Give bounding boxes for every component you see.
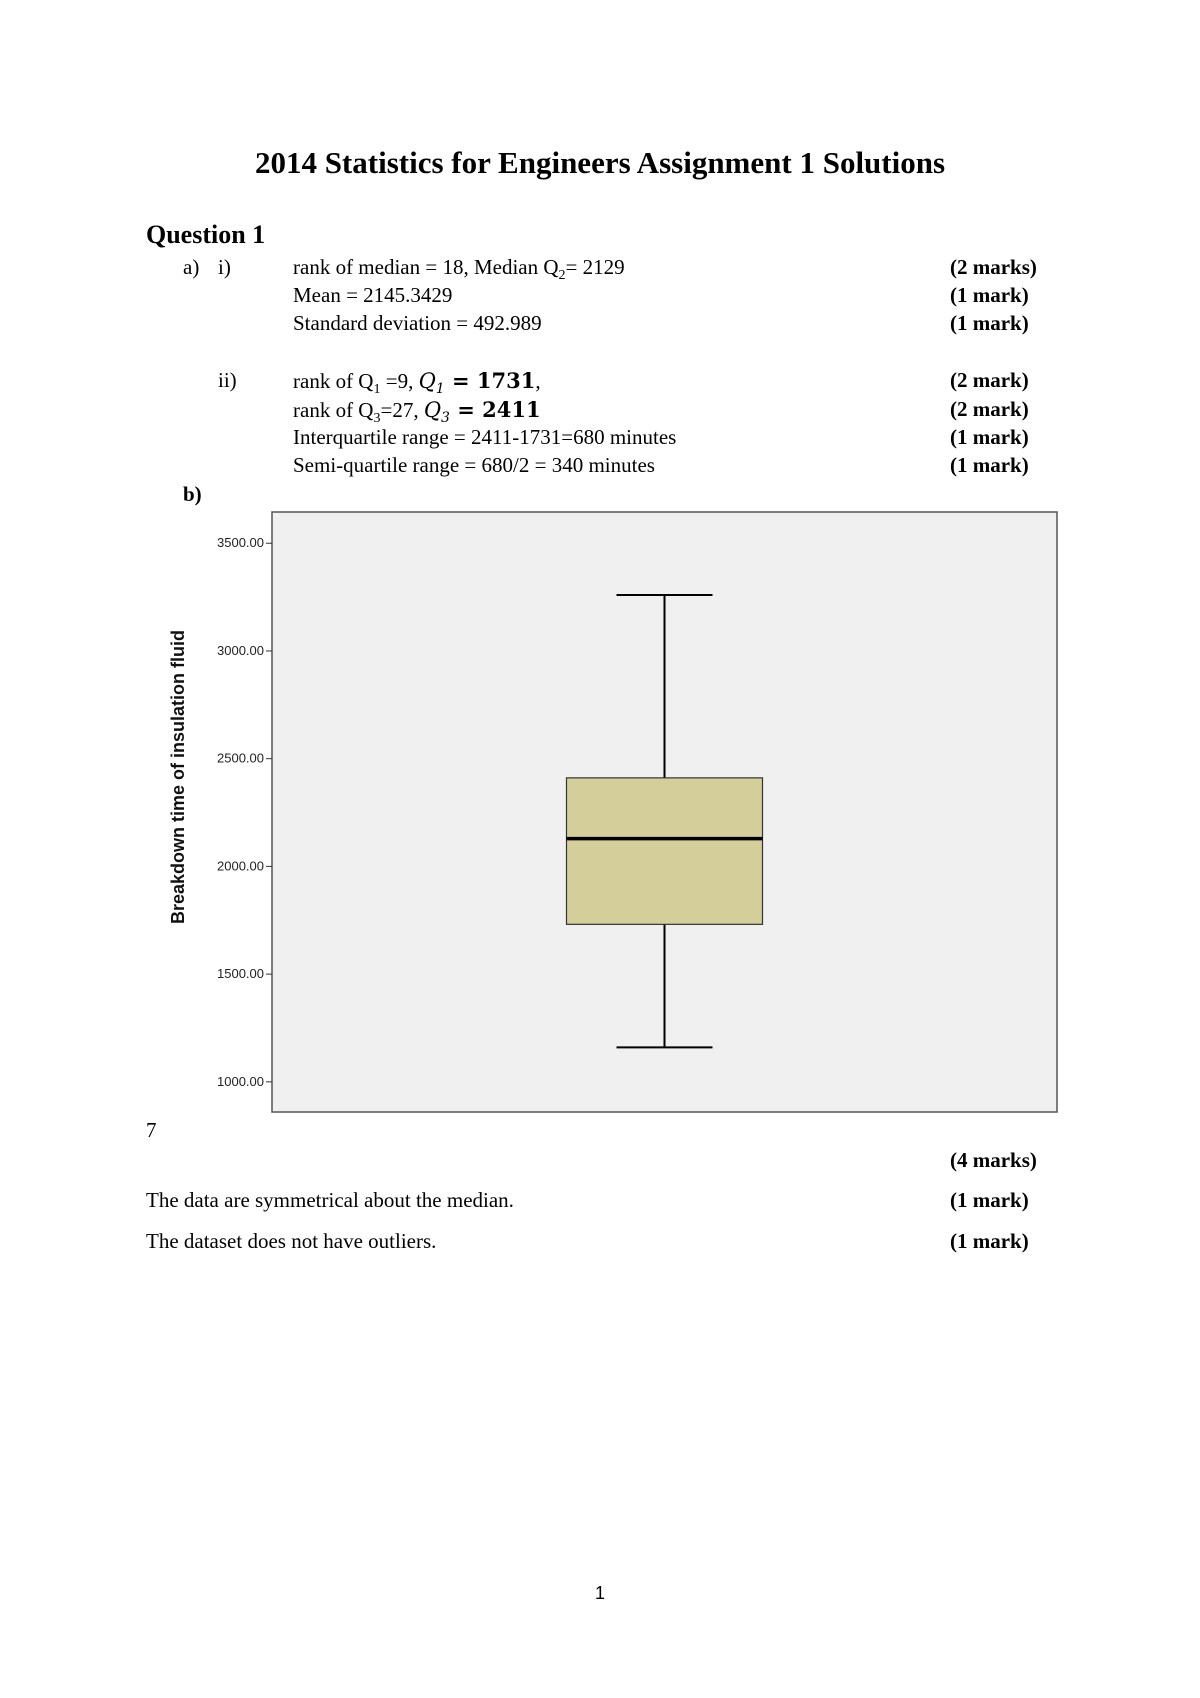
y-tick-label: 1500.00 (217, 966, 264, 982)
document-title: 2014 Statistics for Engineers Assignment 1 Solutions (254, 145, 946, 180)
boxplot-chart (150, 505, 1060, 1115)
part-b-label: b) (183, 482, 202, 506)
y-tick-label: 3500.00 (217, 535, 264, 551)
q3-mark: (2 mark) (950, 397, 1029, 421)
part-a-label: a) (183, 255, 200, 279)
symmetry-statement: The data are symmetrical about the median. (146, 1188, 514, 1212)
std-dev-line: Standard deviation = 492.989 (293, 311, 542, 335)
question-heading: Question 1 (146, 220, 266, 249)
y-tick-label: 3000.00 (217, 642, 264, 658)
y-tick-label: 2500.00 (217, 750, 264, 766)
std-dev-mark: (1 mark) (950, 311, 1029, 335)
boxplot-svg (150, 505, 1060, 1115)
iqr-mark: (1 mark) (950, 425, 1029, 449)
median-line: rank of median = 18, Median $Q_2= 2129$ (293, 255, 625, 284)
q1-line: rank of $Q_1 =9$, $Q_1 = 1731$, (293, 368, 541, 398)
page-number: 1 (594, 1583, 605, 1603)
symmetry-mark: (1 mark) (950, 1188, 1029, 1212)
median-mark: (2 marks) (950, 255, 1037, 279)
y-axis-label: Breakdown time of insulation fluid (168, 629, 188, 925)
iqr-line: Interquartile range = 2411-1731=680 minutes (293, 425, 677, 449)
outliers-statement: The dataset does not have outliers. (146, 1229, 437, 1253)
stray-number: 7 (146, 1118, 157, 1142)
outliers-mark: (1 mark) (950, 1229, 1029, 1253)
q3-line: rank of $Q_3=27$, $Q_3 = 2411$ (293, 397, 541, 427)
q1-mark: (2 mark) (950, 368, 1029, 392)
iqr-box (567, 778, 763, 924)
y-tick-label: 2000.00 (217, 858, 264, 874)
mean-mark: (1 mark) (950, 283, 1029, 307)
mean-line: Mean = 2145.3429 (293, 283, 453, 307)
semi-iqr-line: Semi-quartile range = 680/2 = 340 minutes (293, 453, 655, 477)
part-a-ii-label: ii) (218, 368, 237, 392)
part-a-i-label: i) (218, 255, 231, 279)
boxplot-mark: (4 marks) (950, 1148, 1037, 1172)
y-tick-label: 1000.00 (217, 1073, 264, 1089)
semi-iqr-mark: (1 mark) (950, 453, 1029, 477)
